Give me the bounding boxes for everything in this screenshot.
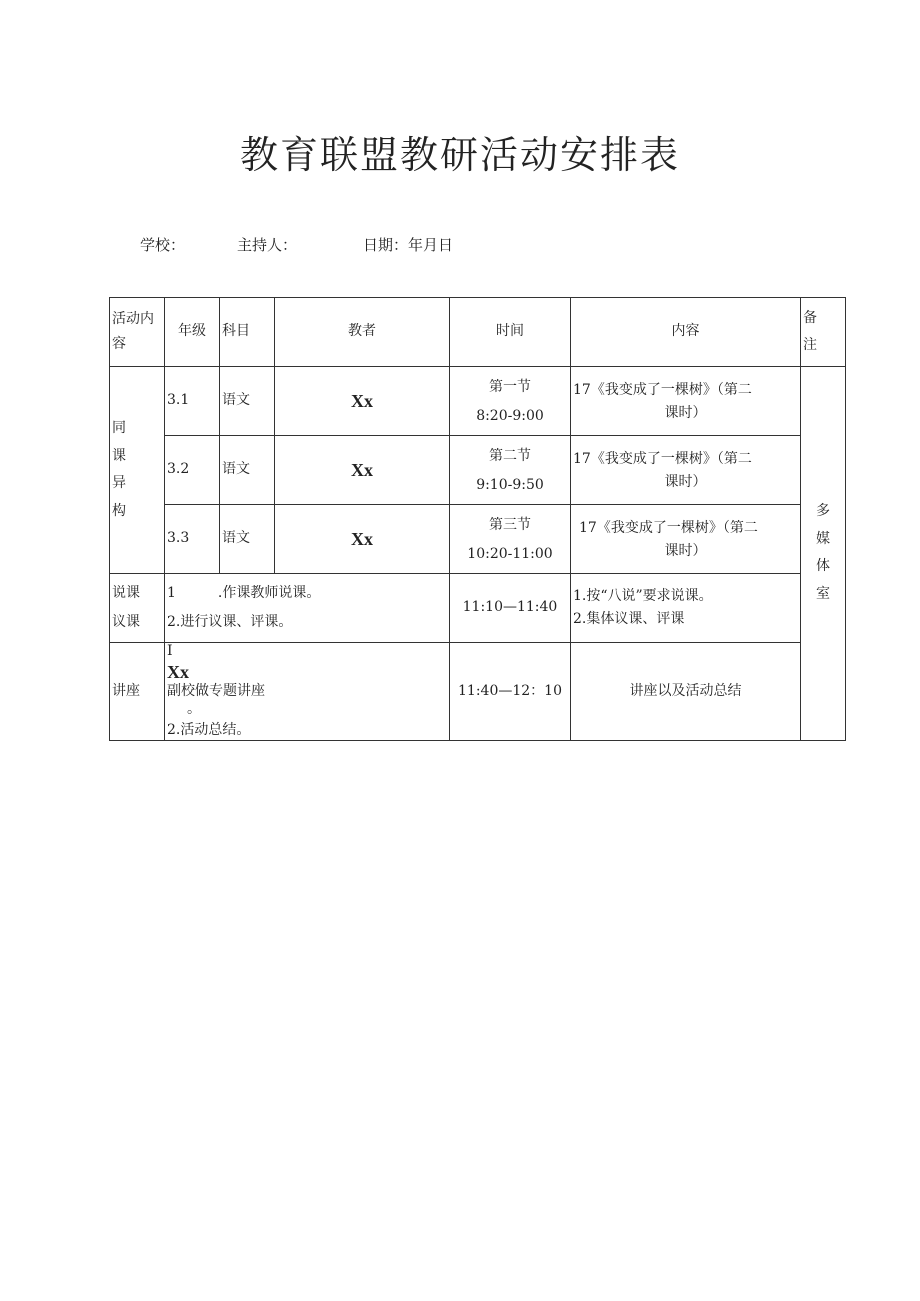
grade-cell: 3.3 <box>165 505 220 574</box>
lecture-content: 讲座以及活动总结 <box>571 643 801 741</box>
teacher-cell: Xx <box>275 436 450 505</box>
discussion-time: 11:10—11:40 <box>450 574 571 643</box>
grade-cell: 3.2 <box>165 436 220 505</box>
header-activity: 活动内 容 <box>110 298 165 367</box>
meta-date: 日期：年月日 <box>363 236 454 254</box>
discussion-label: 说课 议课 <box>110 574 165 643</box>
time-cell: 第二节 9:10-9:50 <box>450 436 571 505</box>
discussion-content: 1.按“八说”要求说课。 2.集体议课、评课 <box>571 574 801 643</box>
header-teacher: 教者 <box>275 298 450 367</box>
teacher-cell: Xx <box>275 367 450 436</box>
lecture-time: 11:40—12：10 <box>450 643 571 741</box>
header-remark: 备 注 <box>801 298 846 367</box>
content-cell: 17《我变成了一棵树》（第二 课时） <box>571 367 801 436</box>
header-content: 内容 <box>571 298 801 367</box>
discussion-row <box>110 574 846 643</box>
meta-host: 主持人： <box>237 236 298 254</box>
content-cell: 17《我变成了一棵树》（第二 课时） <box>571 436 801 505</box>
subject-cell: 语文 <box>220 367 275 436</box>
lecture-items: I Xx 副校做专题讲座 。 2.活动总结。 <box>165 643 450 741</box>
schedule-table <box>109 297 846 741</box>
header-subject: 科目 <box>220 298 275 367</box>
discussion-items: 1 .作课教师说课。 2.进行议课、评课。 <box>165 574 450 643</box>
page-title: 教育联盟教研活动安排表 <box>239 133 680 177</box>
remark-room: 多 媒 体 室 <box>801 367 846 741</box>
table-row <box>110 505 846 574</box>
content-cell: 17《我变成了一棵树》（第二 课时） <box>571 505 801 574</box>
header-time: 时间 <box>450 298 571 367</box>
subject-cell: 语文 <box>220 505 275 574</box>
header-row <box>110 298 846 367</box>
table-row <box>110 367 846 436</box>
teacher-cell: Xx <box>275 505 450 574</box>
time-cell: 第一节 8:20-9:00 <box>450 367 571 436</box>
group-label: 同 课 异 构 <box>110 367 165 574</box>
header-grade: 年级 <box>165 298 220 367</box>
lecture-label: 讲座 <box>110 643 165 741</box>
meta-school: 学校： <box>140 236 186 254</box>
subject-cell: 语文 <box>220 436 275 505</box>
lecture-row <box>110 643 846 741</box>
grade-cell: 3.1 <box>165 367 220 436</box>
table-row <box>110 436 846 505</box>
time-cell: 第三节 10:20-11:00 <box>450 505 571 574</box>
